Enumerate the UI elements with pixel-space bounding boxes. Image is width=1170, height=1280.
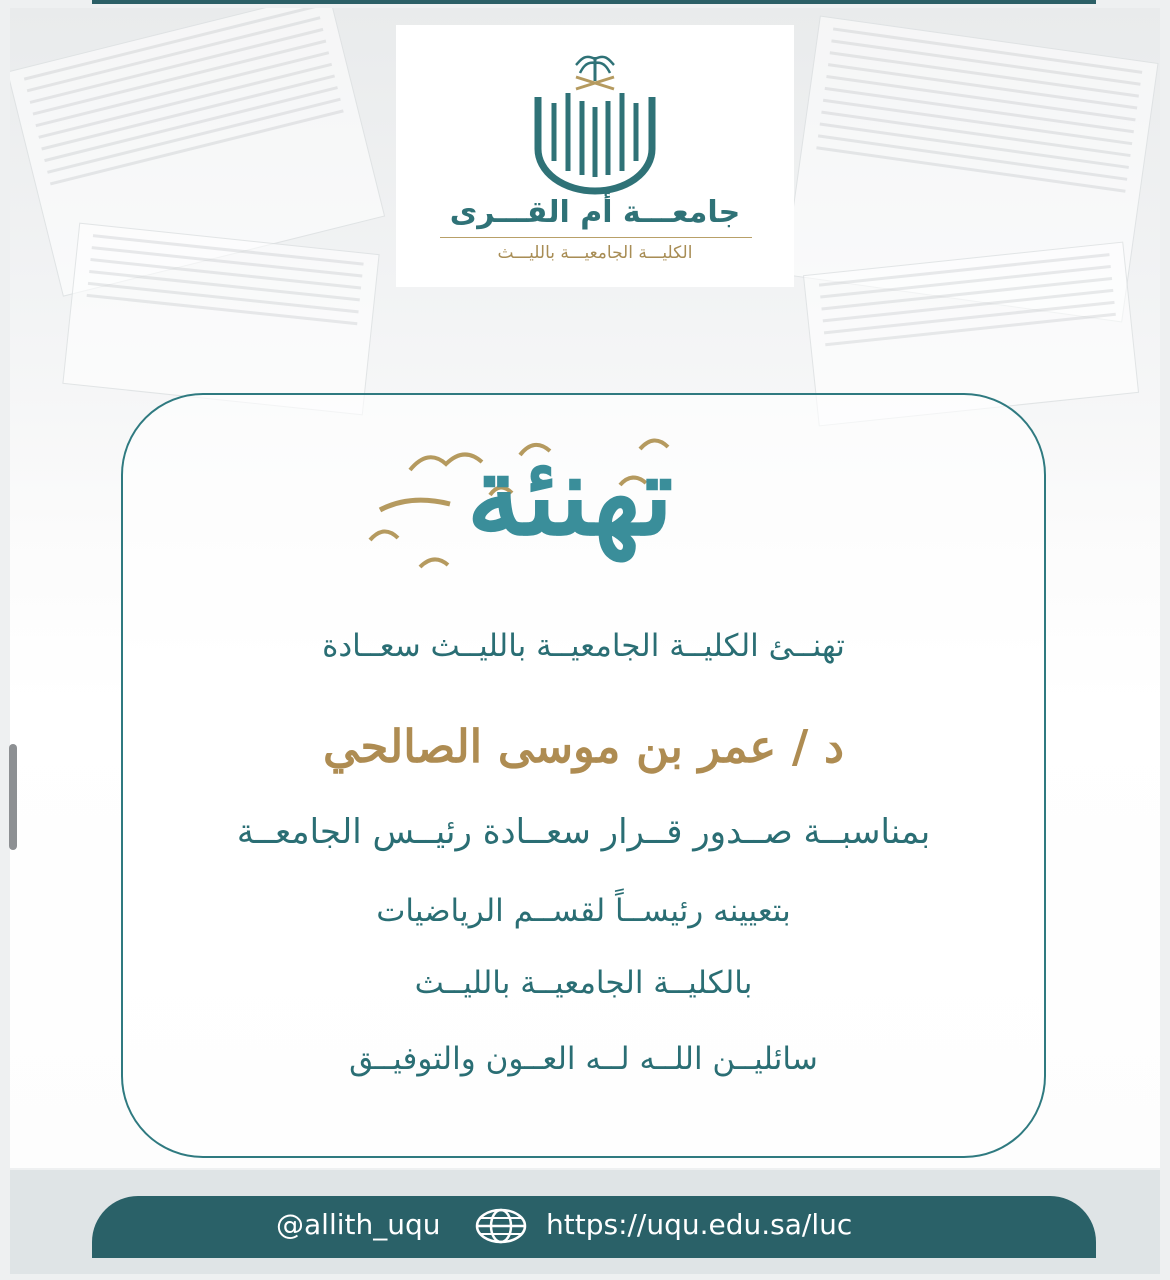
- college-line: بالكليــة الجامعيــة بالليــث: [414, 965, 753, 1001]
- social-handle[interactable]: @allith_uqu: [276, 1208, 441, 1241]
- logo-divider: [440, 237, 752, 238]
- university-logo: [396, 25, 794, 287]
- university-name: جامعـــة أم القـــرى: [449, 195, 741, 230]
- greeting-line: تهنــئ الكليــة الجامعيــة بالليــث سعــادة: [322, 628, 845, 664]
- top-border: [92, 0, 1096, 4]
- globe-icon: [475, 1208, 527, 1244]
- university-emblem-icon: [532, 37, 658, 197]
- scrollbar-thumb[interactable]: [9, 744, 17, 850]
- website-link[interactable]: https://uqu.edu.sa/luc: [546, 1208, 853, 1241]
- congratulation-heading: تهنئة: [466, 431, 674, 560]
- college-name: الكليـــة الجامعيـــة بالليـــث: [497, 243, 693, 263]
- appointment-line: بتعيينه رئيســاً لقســم الرياضيات: [376, 893, 791, 929]
- occasion-line: بمناسبــة صــدور قــرار سعــادة رئيــس الجامعــة: [236, 812, 931, 852]
- wishes-line: سائليــن اللــه لــه العــون والتوفيــق: [349, 1041, 818, 1077]
- book-page-decoration: [62, 223, 379, 416]
- honoree-name: د / عمر بن موسى الصالحي: [322, 720, 845, 773]
